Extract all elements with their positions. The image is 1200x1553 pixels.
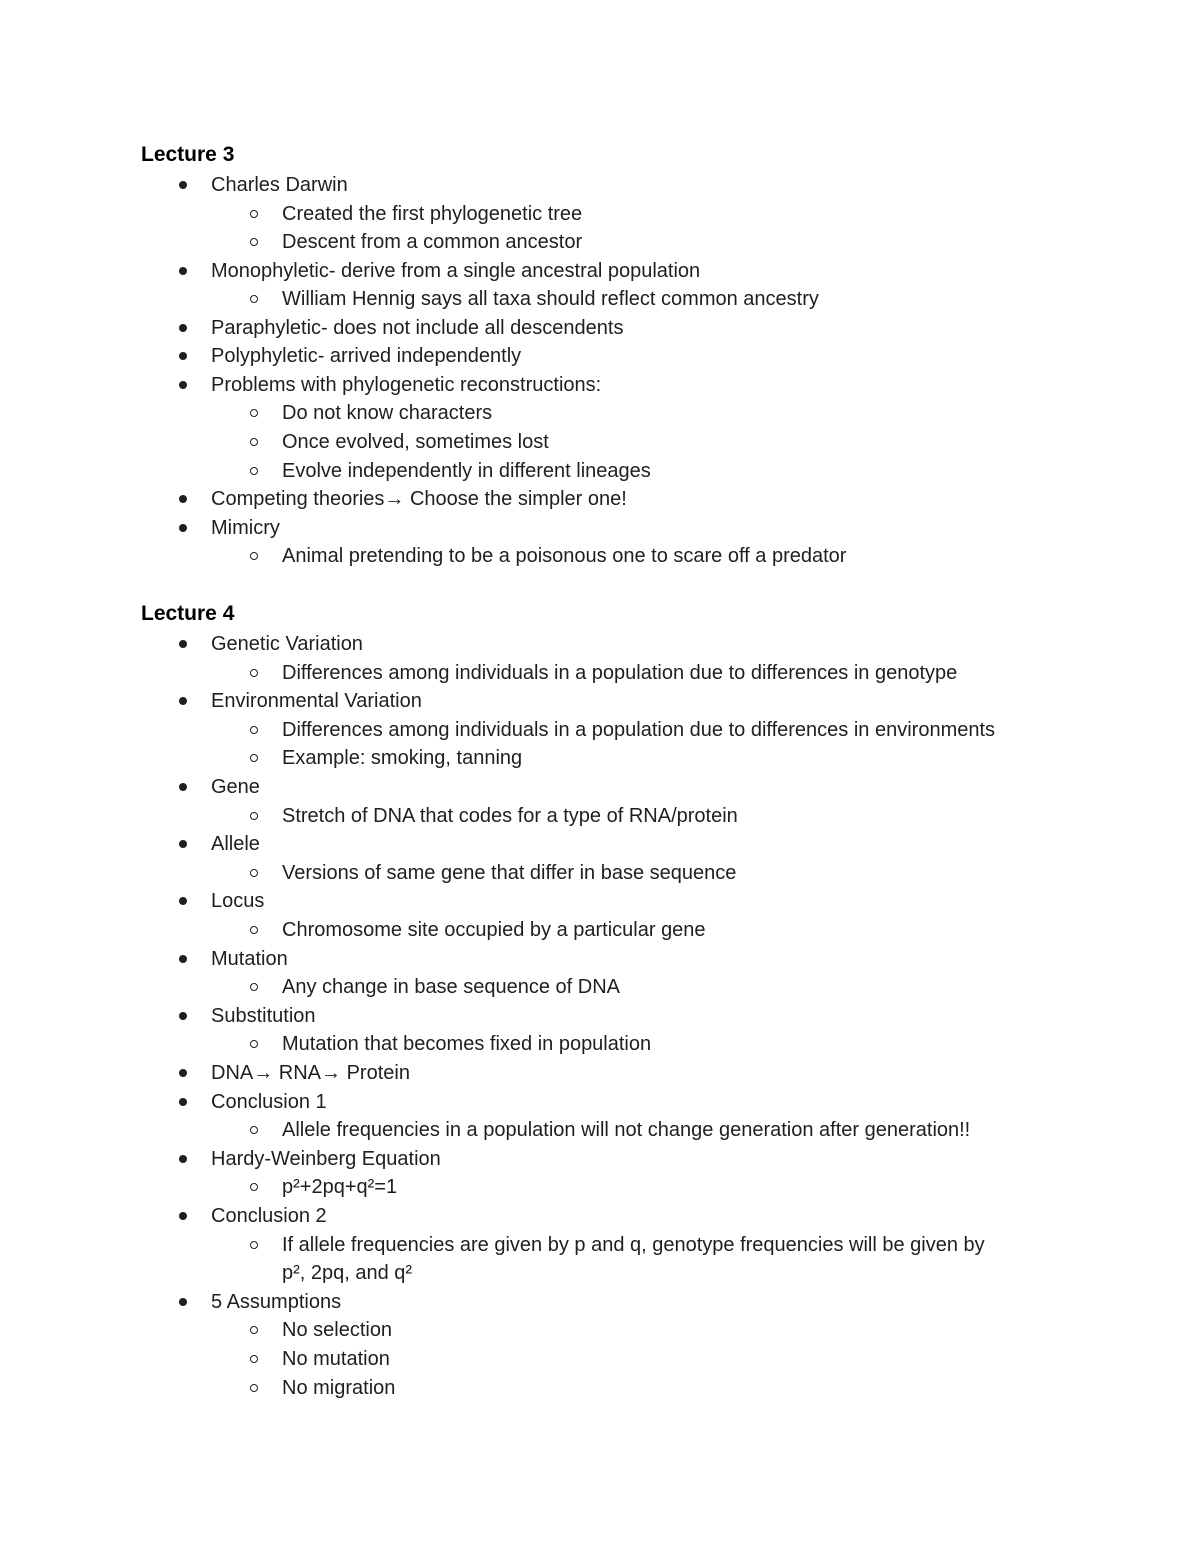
list-item-text: Polyphyletic- arrived independently bbox=[211, 345, 522, 368]
hollow-bullet-icon bbox=[250, 1355, 258, 1363]
list-item-text: Created the first phylogenetic tree bbox=[282, 202, 583, 225]
list-item-text: Mimicry bbox=[211, 516, 280, 539]
list-item bbox=[211, 830, 260, 859]
hollow-bullet-icon bbox=[250, 726, 258, 734]
list-item bbox=[282, 802, 738, 831]
filled-bullet-icon bbox=[179, 1069, 187, 1077]
hollow-bullet-icon bbox=[250, 409, 258, 417]
list-item bbox=[211, 945, 288, 974]
list-item-text: 5 Assumptions bbox=[211, 1290, 342, 1313]
hollow-bullet-icon bbox=[250, 438, 258, 446]
hollow-bullet-icon bbox=[250, 669, 258, 677]
filled-bullet-icon bbox=[179, 1155, 187, 1163]
list-item bbox=[282, 1259, 412, 1288]
hollow-bullet-icon bbox=[250, 983, 258, 991]
list-item bbox=[282, 457, 651, 486]
list-item bbox=[282, 1316, 392, 1345]
list-item bbox=[282, 428, 549, 457]
list-item-text: Once evolved, sometimes lost bbox=[282, 430, 549, 453]
list-item bbox=[211, 314, 623, 343]
list-item bbox=[282, 399, 492, 428]
list-item bbox=[211, 887, 264, 916]
list-item bbox=[282, 542, 846, 571]
list-item-text: No mutation bbox=[282, 1348, 390, 1370]
hollow-bullet-icon bbox=[250, 238, 258, 246]
list-item bbox=[282, 916, 706, 945]
filled-bullet-icon bbox=[179, 1212, 187, 1220]
list-item-text: Locus bbox=[211, 890, 265, 913]
hollow-bullet-icon bbox=[250, 1384, 258, 1392]
hollow-bullet-icon bbox=[250, 1040, 258, 1048]
list-item-text: Gene bbox=[211, 776, 260, 798]
list-item-text: Mutation that becomes fixed in population bbox=[282, 1033, 652, 1056]
hollow-bullet-icon bbox=[250, 869, 258, 877]
filled-bullet-icon bbox=[179, 897, 187, 905]
hollow-bullet-icon bbox=[250, 295, 258, 303]
list-item bbox=[282, 1116, 970, 1145]
hollow-bullet-icon bbox=[250, 552, 258, 560]
list-item bbox=[211, 1288, 341, 1317]
list-item bbox=[211, 630, 363, 659]
list-item-text: Genetic Variation bbox=[211, 633, 363, 655]
filled-bullet-icon bbox=[179, 783, 187, 791]
list-item bbox=[282, 859, 736, 888]
list-item-text: Charles Darwin bbox=[211, 174, 348, 196]
hollow-bullet-icon bbox=[250, 210, 258, 218]
list-item-text: Problems with phylogenetic reconstructions: bbox=[211, 373, 602, 396]
filled-bullet-icon bbox=[179, 1012, 187, 1020]
list-item bbox=[282, 973, 620, 1002]
list-item bbox=[211, 1059, 410, 1088]
list-item bbox=[282, 1173, 397, 1202]
list-item-text: Allele bbox=[211, 833, 260, 856]
list-item bbox=[211, 371, 601, 400]
list-item bbox=[211, 485, 627, 514]
list-item bbox=[282, 1345, 390, 1374]
filled-bullet-icon bbox=[179, 352, 187, 360]
list-item-text: Versions of same gene that differ in base sequence bbox=[282, 861, 737, 884]
list-item-text: No migration bbox=[282, 1376, 396, 1399]
list-item-text: Conclusion 2 bbox=[211, 1205, 327, 1227]
filled-bullet-icon bbox=[179, 955, 187, 963]
filled-bullet-icon bbox=[179, 324, 187, 332]
list-item bbox=[282, 1374, 395, 1403]
list-item bbox=[211, 514, 280, 543]
list-item-text: Example: smoking, tanning bbox=[282, 747, 523, 770]
filled-bullet-icon bbox=[179, 381, 187, 389]
list-item bbox=[282, 716, 995, 745]
hollow-bullet-icon bbox=[250, 1126, 258, 1134]
list-item bbox=[282, 200, 582, 229]
list-item-text: If allele frequencies are given by p and q, genotype frequencies will be given by bbox=[282, 1233, 985, 1256]
list-item-text: Stretch of DNA that codes for a type of RNA/protein bbox=[282, 804, 738, 827]
list-item bbox=[211, 1088, 327, 1117]
list-item-text: Monophyletic- derive from a single ancestral population bbox=[211, 259, 701, 282]
list-item-text: Any change in base sequence of DNA bbox=[282, 976, 620, 999]
list-item bbox=[211, 257, 700, 286]
filled-bullet-icon bbox=[179, 524, 187, 532]
hollow-bullet-icon bbox=[250, 467, 258, 475]
list-item-text: Differences among individuals in a population due to differences in environments bbox=[282, 718, 996, 741]
hollow-bullet-icon bbox=[250, 926, 258, 934]
list-item-text: Hardy-Weinberg Equation bbox=[211, 1147, 441, 1170]
list-item bbox=[282, 1030, 651, 1059]
filled-bullet-icon bbox=[179, 267, 187, 275]
filled-bullet-icon bbox=[179, 495, 187, 503]
list-item-text: No selection bbox=[282, 1319, 393, 1342]
list-item-text: Paraphyletic- does not include all descendents bbox=[211, 316, 624, 339]
list-item-text: Competing theories→ Choose the simpler one! bbox=[211, 488, 627, 511]
filled-bullet-icon bbox=[179, 181, 187, 189]
list-item-text: DNA→ RNA→ Protein bbox=[211, 1062, 410, 1084]
list-item-text: Differences among individuals in a population due to differences in genotype bbox=[282, 661, 958, 684]
lecture-4-heading: Lecture 4 bbox=[141, 602, 235, 625]
list-item-text: Substitution bbox=[211, 1004, 316, 1027]
filled-bullet-icon bbox=[179, 1098, 187, 1106]
list-item bbox=[282, 1231, 985, 1260]
list-item bbox=[211, 687, 422, 716]
list-item bbox=[282, 228, 582, 257]
filled-bullet-icon bbox=[179, 640, 187, 648]
list-item-text: Conclusion 1 bbox=[211, 1090, 327, 1113]
hollow-bullet-icon bbox=[250, 1241, 258, 1249]
list-item-text: Animal pretending to be a poisonous one to scare off a predator bbox=[282, 545, 847, 568]
list-item bbox=[282, 285, 819, 314]
list-item-text: Mutation bbox=[211, 947, 288, 970]
list-item bbox=[211, 773, 260, 802]
hollow-bullet-icon bbox=[250, 754, 258, 762]
list-item bbox=[211, 171, 348, 200]
hollow-bullet-icon bbox=[250, 1326, 258, 1334]
list-item-text: p²+2pq+q²=1 bbox=[282, 1176, 398, 1199]
list-item-text: Descent from a common ancestor bbox=[282, 231, 583, 254]
list-item bbox=[282, 659, 957, 688]
list-item bbox=[211, 342, 521, 371]
list-item-text: p², 2pq, and q² bbox=[282, 1262, 413, 1285]
list-item bbox=[282, 744, 522, 773]
list-item-text: William Hennig says all taxa should reflect common ancestry bbox=[282, 288, 819, 311]
hollow-bullet-icon bbox=[250, 1183, 258, 1191]
list-item bbox=[211, 1145, 441, 1174]
list-item-text: Evolve independently in different lineages bbox=[282, 459, 651, 482]
list-item-text: Allele frequencies in a population will not change generation after generation!! bbox=[282, 1119, 971, 1142]
list-item bbox=[211, 1002, 316, 1031]
lecture-3-heading: Lecture 3 bbox=[141, 143, 235, 166]
list-item-text: Chromosome site occupied by a particular gene bbox=[282, 919, 706, 941]
filled-bullet-icon bbox=[179, 697, 187, 705]
filled-bullet-icon bbox=[179, 1298, 187, 1306]
list-item-text: Environmental Variation bbox=[211, 690, 422, 713]
list-item-text: Do not know characters bbox=[282, 402, 493, 425]
list-item bbox=[211, 1202, 327, 1231]
filled-bullet-icon bbox=[179, 840, 187, 848]
hollow-bullet-icon bbox=[250, 812, 258, 820]
